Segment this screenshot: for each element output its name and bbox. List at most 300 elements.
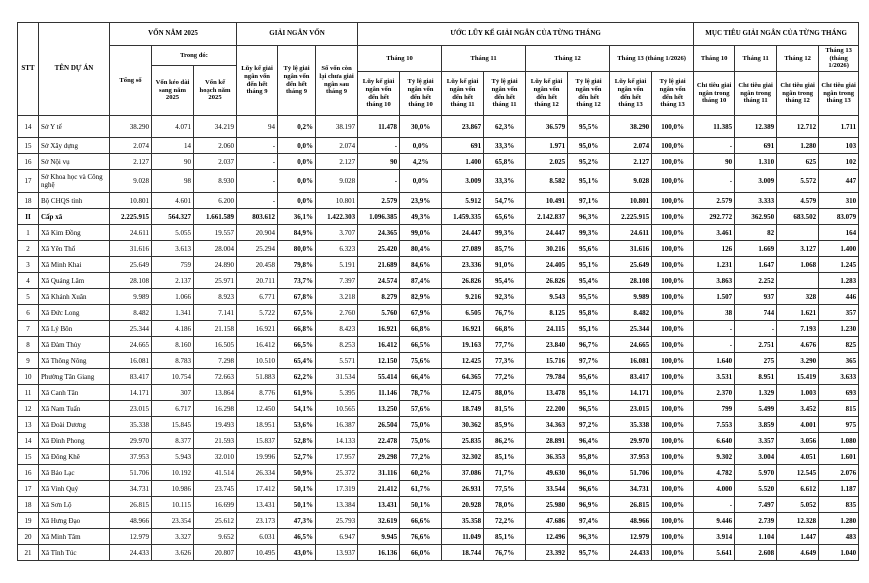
cell-value: 2.142.837 <box>526 209 568 225</box>
header-von-nam-2025: VỐN NĂM 2025 <box>110 23 237 46</box>
cell-value: 3.357 <box>735 433 777 449</box>
cell-value: 975 <box>819 417 859 433</box>
cell-value: 12.979 <box>110 529 152 545</box>
cell-value: 81,5% <box>484 401 526 417</box>
cell-value: 625 <box>777 154 819 170</box>
cell-value: 2.076 <box>819 465 859 481</box>
cell-value: 9.028 <box>110 170 152 193</box>
cell-value: 35.358 <box>442 513 484 529</box>
cell-stt: 18 <box>18 497 39 513</box>
cell-value: 95,8% <box>568 449 610 465</box>
cell-value: 13.864 <box>194 385 237 401</box>
cell-value: 18.951 <box>237 417 278 433</box>
cell-value: 5.970 <box>735 465 777 481</box>
cell-value: 3.626 <box>152 545 194 561</box>
cell-value: 2.074 <box>610 138 652 154</box>
cell-value: 27.089 <box>442 241 484 257</box>
cell-value: 20.807 <box>194 545 237 561</box>
cell-value: 24.447 <box>442 225 484 241</box>
cell-stt: 11 <box>18 385 39 401</box>
cell-value: 6.947 <box>316 529 358 545</box>
table-row <box>18 305 859 321</box>
cell-value: 4.782 <box>694 465 735 481</box>
cell-value: 4,2% <box>400 154 442 170</box>
cell-value: 10.565 <box>316 401 358 417</box>
cell-value: 50,1% <box>278 497 316 513</box>
cell-value: 26.815 <box>610 497 652 513</box>
cell-value: 47,3% <box>278 513 316 529</box>
cell-value: 16.505 <box>194 337 237 353</box>
cell-value: 691 <box>735 138 777 154</box>
cell-project-name: Xã Đình Phong <box>39 433 110 449</box>
cell-value: 25.612 <box>194 513 237 529</box>
cell-value: 50,9% <box>278 465 316 481</box>
cell-value: 100,0% <box>652 545 694 561</box>
cell-value: 18.744 <box>442 545 484 561</box>
header-stt: STT <box>18 23 39 116</box>
cell-value: 2.025 <box>526 154 568 170</box>
table-row <box>18 465 859 481</box>
cell-value: 2.579 <box>358 193 400 209</box>
cell-value: 0,0% <box>278 170 316 193</box>
cell-value: 29.298 <box>358 449 400 465</box>
cell-stt: 16 <box>18 154 39 170</box>
cell-value: 103 <box>819 138 859 154</box>
cell-value: 100,0% <box>652 481 694 497</box>
cell-value: 25.835 <box>442 433 484 449</box>
disbursement-table <box>17 22 859 561</box>
header-ct13: Chỉ tiêu giải ngân trong tháng 13 <box>819 72 859 116</box>
cell-value: 2.252 <box>735 273 777 289</box>
cell-value: 10.115 <box>152 497 194 513</box>
cell-value: 72,2% <box>484 513 526 529</box>
cell-value: 1.280 <box>819 513 859 529</box>
cell-stt: 6 <box>18 305 39 321</box>
cell-value: 14.171 <box>110 385 152 401</box>
cell-project-name: Xã Thông Nông <box>39 353 110 369</box>
cell-value: 803.612 <box>237 209 278 225</box>
cell-value: 67,8% <box>278 289 316 305</box>
cell-value: 6.505 <box>442 305 484 321</box>
cell-value: 3.914 <box>694 529 735 545</box>
cell-value: 26.826 <box>442 273 484 289</box>
cell-value: 4.001 <box>777 417 819 433</box>
cell-value: 97,7% <box>568 353 610 369</box>
cell-value: 96,7% <box>568 337 610 353</box>
cell-value: 16.921 <box>358 321 400 337</box>
cell-value: 87,4% <box>400 273 442 289</box>
cell-value: 30.362 <box>442 417 484 433</box>
cell-stt: 20 <box>18 529 39 545</box>
cell-value: 71,7% <box>484 465 526 481</box>
cell-value: 34.731 <box>110 481 152 497</box>
cell-value: 3.127 <box>777 241 819 257</box>
table-row <box>18 401 859 417</box>
cell-value: 12.712 <box>777 116 819 138</box>
header-tong-so: Tổng số <box>110 46 152 116</box>
cell-value: 1.187 <box>819 481 859 497</box>
cell-value: 26.931 <box>442 481 484 497</box>
cell-value: 88,0% <box>484 385 526 401</box>
cell-value: 4.579 <box>777 193 819 209</box>
cell-value: 15.845 <box>152 417 194 433</box>
cell-stt: 12 <box>18 401 39 417</box>
header-project-name: TÊN DỰ ÁN <box>39 23 110 116</box>
cell-value: 21.158 <box>194 321 237 337</box>
table-row <box>18 225 859 241</box>
cell-stt: 17 <box>18 170 39 193</box>
table-row <box>18 433 859 449</box>
cell-value: 693 <box>819 385 859 401</box>
cell-value: 51.706 <box>110 465 152 481</box>
cell-value: 67,5% <box>278 305 316 321</box>
cell-value: 25.372 <box>316 465 358 481</box>
cell-project-name: Xã Vinh Quý <box>39 481 110 497</box>
cell-value: 100,0% <box>652 116 694 138</box>
cell-project-name: Xã Tĩnh Túc <box>39 545 110 561</box>
table-row <box>18 529 859 545</box>
cell-value: 328 <box>777 289 819 305</box>
cell-value: 15.837 <box>237 433 278 449</box>
cell-value: 10.801 <box>316 193 358 209</box>
cell-value: 292.772 <box>694 209 735 225</box>
cell-value: 12.496 <box>526 529 568 545</box>
cell-value: 32.619 <box>358 513 400 529</box>
header-muc-tieu: MỤC TIÊU GIẢI NGÂN CỦA TỪNG THÁNG <box>694 23 859 46</box>
cell-value: 2.074 <box>316 138 358 154</box>
cell-value: 51.883 <box>237 369 278 385</box>
cell-value: 38 <box>694 305 735 321</box>
cell-value: 98 <box>152 170 194 193</box>
cell-value: 16.699 <box>194 497 237 513</box>
cell-project-name: Xã Lý Bôn <box>39 321 110 337</box>
cell-value: 7.397 <box>316 273 358 289</box>
cell-value: 100,0% <box>652 465 694 481</box>
cell-value: 25.294 <box>237 241 278 257</box>
table-row <box>18 170 859 193</box>
cell-value: - <box>237 138 278 154</box>
cell-value: 5.641 <box>694 545 735 561</box>
cell-value: 16.412 <box>358 337 400 353</box>
cell-value: 23.840 <box>526 337 568 353</box>
cell-value: 12.389 <box>735 116 777 138</box>
cell-value: 26.504 <box>358 417 400 433</box>
header-uoc-thang-11: Tháng 11 <box>442 46 526 72</box>
cell-value: 22.200 <box>526 401 568 417</box>
cell-value: 41.514 <box>194 465 237 481</box>
cell-value: 50,1% <box>400 497 442 513</box>
cell-value: 94 <box>237 116 278 138</box>
cell-stt: 17 <box>18 481 39 497</box>
cell-stt: 13 <box>18 417 39 433</box>
cell-value: 28.108 <box>610 273 652 289</box>
cell-value: 100,0% <box>652 449 694 465</box>
cell-value: 95,2% <box>568 154 610 170</box>
cell-value: 66,4% <box>400 369 442 385</box>
cell-value: 0,0% <box>400 138 442 154</box>
cell-value: 83.079 <box>819 209 859 225</box>
cell-value: 4.186 <box>152 321 194 337</box>
cell-value: 8.923 <box>194 289 237 305</box>
cell-value: 1.447 <box>777 529 819 545</box>
cell-value: 90 <box>694 154 735 170</box>
cell-value: 16.921 <box>237 321 278 337</box>
cell-value: 4.649 <box>777 545 819 561</box>
cell-value: 100,0% <box>652 513 694 529</box>
cell-value: 86,2% <box>484 433 526 449</box>
cell-value: 61,7% <box>400 481 442 497</box>
cell-value: 78,0% <box>484 497 526 513</box>
cell-value: 100,0% <box>652 289 694 305</box>
cell-value <box>777 273 819 289</box>
cell-value: - <box>694 337 735 353</box>
cell-stt: 3 <box>18 257 39 273</box>
cell-value: 20.458 <box>237 257 278 273</box>
cell-value: 95,0% <box>568 138 610 154</box>
cell-value: 92,3% <box>484 289 526 305</box>
cell-value: 8.423 <box>316 321 358 337</box>
cell-value: 33,3% <box>484 138 526 154</box>
cell-value: 1.459.335 <box>442 209 484 225</box>
cell-value: 5.499 <box>735 401 777 417</box>
cell-value: 31.616 <box>110 241 152 257</box>
cell-value: 48.966 <box>610 513 652 529</box>
cell-value: 8.279 <box>358 289 400 305</box>
header-lk13: Lũy kế giải ngân vốn đến hết tháng 13 <box>610 72 652 116</box>
cell-value: 9.945 <box>358 529 400 545</box>
cell-value: 17.957 <box>316 449 358 465</box>
cell-value: 47.686 <box>526 513 568 529</box>
cell-value: 100,0% <box>652 305 694 321</box>
table-row-subtotal <box>18 209 859 225</box>
cell-value: 8.783 <box>152 353 194 369</box>
cell-value: 691 <box>442 138 484 154</box>
cell-value: 4.051 <box>777 449 819 465</box>
cell-value: 96,9% <box>568 497 610 513</box>
cell-stt: 2 <box>18 241 39 257</box>
cell-value: 1.640 <box>694 353 735 369</box>
cell-value: 2.760 <box>316 305 358 321</box>
cell-value: 14.171 <box>610 385 652 401</box>
cell-value: 38.290 <box>610 116 652 138</box>
cell-value: 2.060 <box>194 138 237 154</box>
cell-value: 5.520 <box>735 481 777 497</box>
header-uoc-thang-13: Tháng 13 (tháng 1/2026) <box>610 46 694 72</box>
header-mt-thang-10: Tháng 10 <box>694 46 735 72</box>
cell-value: 5.912 <box>442 193 484 209</box>
cell-value: 77,7% <box>484 337 526 353</box>
cell-value: 82,9% <box>400 289 442 305</box>
cell-value: 1.283 <box>819 273 859 289</box>
cell-value: 99,0% <box>400 225 442 241</box>
cell-value: 38.290 <box>110 116 152 138</box>
cell-value: 3.004 <box>735 449 777 465</box>
cell-value: 3.859 <box>735 417 777 433</box>
cell-value: 6.323 <box>316 241 358 257</box>
cell-value: 4.071 <box>152 116 194 138</box>
cell-value: 19.557 <box>194 225 237 241</box>
cell-stt: 4 <box>18 273 39 289</box>
cell-value: 30,0% <box>400 116 442 138</box>
cell-stt: 1 <box>18 225 39 241</box>
cell-stt: 10 <box>18 369 39 385</box>
cell-value: 12.475 <box>442 385 484 401</box>
cell-value: 24.115 <box>526 321 568 337</box>
cell-value: 815 <box>819 401 859 417</box>
cell-value: 32.010 <box>194 449 237 465</box>
cell-value: 61,9% <box>278 385 316 401</box>
cell-value: 5.760 <box>358 305 400 321</box>
cell-value: 66,8% <box>484 321 526 337</box>
cell-value: 1.231 <box>694 257 735 273</box>
cell-stt: 15 <box>18 449 39 465</box>
cell-value: 2.608 <box>735 545 777 561</box>
cell-value: 76,7% <box>484 545 526 561</box>
cell-value: 83.417 <box>110 369 152 385</box>
header-uoc-luy-ke: ƯỚC LŨY KẾ GIẢI NGÂN CỦA TỪNG THÁNG <box>358 23 694 46</box>
cell-value: 24.611 <box>110 225 152 241</box>
cell-value: 9.028 <box>316 170 358 193</box>
cell-value: 100,0% <box>652 401 694 417</box>
cell-value: 19.996 <box>237 449 278 465</box>
cell-value: 564.327 <box>152 209 194 225</box>
cell-value: 9.216 <box>442 289 484 305</box>
cell-value: 23.336 <box>442 257 484 273</box>
cell-value: - <box>694 321 735 337</box>
cell-value: 62,3% <box>484 116 526 138</box>
header-lk10: Lũy kế giải ngân vốn đến hết tháng 10 <box>358 72 400 116</box>
cell-value: 5.572 <box>777 170 819 193</box>
cell-value: 6.640 <box>694 433 735 449</box>
cell-value: 66,8% <box>400 321 442 337</box>
cell-value: 31.616 <box>610 241 652 257</box>
cell-value: 95,7% <box>568 545 610 561</box>
cell-value: 3.633 <box>819 369 859 385</box>
cell-value: 0,2% <box>278 116 316 138</box>
cell-value: 744 <box>735 305 777 321</box>
cell-value: 37.953 <box>110 449 152 465</box>
cell-project-name: Xã Đoài Dương <box>39 417 110 433</box>
cell-value: 79.784 <box>526 369 568 385</box>
cell-value: 25.344 <box>110 321 152 337</box>
header-von-ke-hoach: Vốn kế hoạch năm 2025 <box>194 66 237 116</box>
cell-project-name: Xã Minh Tâm <box>39 529 110 545</box>
table-row <box>18 241 859 257</box>
cell-value: 1.669 <box>735 241 777 257</box>
cell-value: 22.478 <box>358 433 400 449</box>
cell-value: 33,3% <box>484 170 526 193</box>
cell-value: 9.302 <box>694 449 735 465</box>
cell-value: 3.613 <box>152 241 194 257</box>
cell-value: 0,0% <box>400 170 442 193</box>
cell-value: 1.971 <box>526 138 568 154</box>
cell-value: 7.193 <box>777 321 819 337</box>
cell-value: 100,0% <box>652 497 694 513</box>
cell-value: 10.801 <box>610 193 652 209</box>
cell-value: 34.731 <box>610 481 652 497</box>
cell-value: 97,1% <box>568 193 610 209</box>
cell-value: 100,0% <box>652 170 694 193</box>
cell-value: 11.146 <box>358 385 400 401</box>
cell-value: 25.649 <box>610 257 652 273</box>
cell-value: 8.582 <box>526 170 568 193</box>
cell-value: 24.574 <box>358 273 400 289</box>
cell-value: 10.192 <box>152 465 194 481</box>
cell-value: 85,1% <box>484 529 526 545</box>
header-giai-ngan-von: GIẢI NGÂN VỐN <box>237 23 358 46</box>
cell-value: 95,5% <box>568 116 610 138</box>
table-row <box>18 257 859 273</box>
cell-value: 16.136 <box>358 545 400 561</box>
cell-value: 447 <box>819 170 859 193</box>
header-tl11: Tỷ lệ giải ngân vốn đến hết tháng 11 <box>484 72 526 116</box>
cell-value: 79,8% <box>278 257 316 273</box>
cell-value: 20.928 <box>442 497 484 513</box>
cell-value: 3.056 <box>777 433 819 449</box>
cell-value: 5.055 <box>152 225 194 241</box>
cell-value: 0,0% <box>278 193 316 209</box>
cell-value: 2.370 <box>694 385 735 401</box>
cell-value: 16.387 <box>316 417 358 433</box>
cell-value: 37.953 <box>610 449 652 465</box>
cell-value: 8.482 <box>610 305 652 321</box>
cell-value: 57,6% <box>400 401 442 417</box>
cell-value: 91,0% <box>484 257 526 273</box>
cell-value: 5.722 <box>237 305 278 321</box>
cell-value: 8.930 <box>194 170 237 193</box>
cell-value: 3.290 <box>777 353 819 369</box>
header-mt-thang-12: Tháng 12 <box>777 46 819 72</box>
cell-value: 8.125 <box>526 305 568 321</box>
header-mt-thang-13: Tháng 13 (tháng 1/2026) <box>819 46 859 72</box>
cell-project-name: Xã Kim Đồng <box>39 225 110 241</box>
cell-value: 96,5% <box>568 401 610 417</box>
cell-value: 24.433 <box>110 545 152 561</box>
cell-value: - <box>694 497 735 513</box>
cell-value: 18.749 <box>442 401 484 417</box>
cell-value: 8.160 <box>152 337 194 353</box>
cell-value: 13.250 <box>358 401 400 417</box>
cell-value: 95,4% <box>484 273 526 289</box>
cell-value: 96,6% <box>568 481 610 497</box>
header-lk11: Lũy kế giải ngân vốn đến hết tháng 11 <box>442 72 484 116</box>
cell-project-name: Xã Đàm Thủy <box>39 337 110 353</box>
header-ct11: Chỉ tiêu giải ngân trong tháng 11 <box>735 72 777 116</box>
cell-value: 362.950 <box>735 209 777 225</box>
cell-value: 100,0% <box>652 257 694 273</box>
table-body <box>18 116 859 561</box>
cell-value: 4.000 <box>694 481 735 497</box>
cell-value: 99,3% <box>568 225 610 241</box>
cell-value: 100,0% <box>652 433 694 449</box>
cell-value: 307 <box>152 385 194 401</box>
cell-value: 35.338 <box>110 417 152 433</box>
cell-value: 2.739 <box>735 513 777 529</box>
cell-value: 3.009 <box>442 170 484 193</box>
cell-value: 23.392 <box>526 545 568 561</box>
cell-value: 25.420 <box>358 241 400 257</box>
cell-value: 13.431 <box>237 497 278 513</box>
cell-value: 9.989 <box>610 289 652 305</box>
cell-value: 5.052 <box>777 497 819 513</box>
cell-project-name: Bộ CHQS tỉnh <box>39 193 110 209</box>
cell-value: 4.676 <box>777 337 819 353</box>
cell-value: 100,0% <box>652 273 694 289</box>
table-row <box>18 385 859 401</box>
cell-value: 52,8% <box>278 433 316 449</box>
cell-value: 95,1% <box>568 321 610 337</box>
cell-stt: 9 <box>18 353 39 369</box>
